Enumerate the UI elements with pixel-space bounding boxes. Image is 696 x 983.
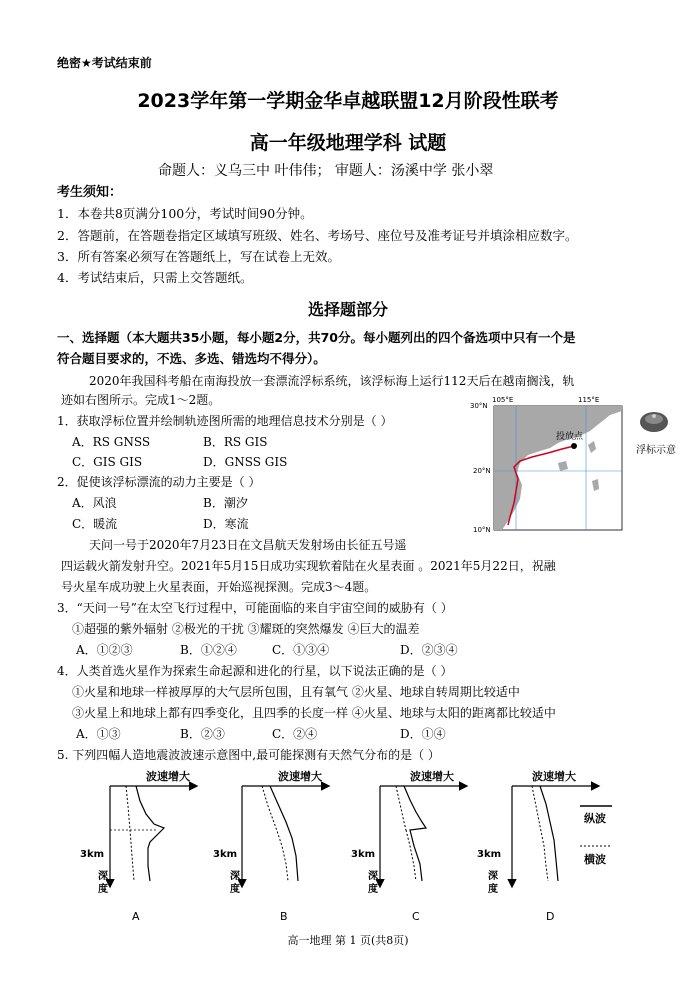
- q1-option-c: C．GIS GIS: [72, 455, 143, 469]
- q3-stem: 3．“天问一号”在太空飞行过程中，可能面临的来自宇宙空间的威胁有（ ）: [57, 601, 453, 615]
- panel-d: [477, 769, 598, 923]
- q1-stem: 1．获取浮标位置并绘制轨迹图所需的地理信息技术分别是（ ）: [57, 414, 393, 428]
- p-wave-curve: [540, 786, 558, 881]
- q1-option-d: D．GNSS GIS: [203, 455, 288, 469]
- q4-option-d: D．①④: [400, 727, 446, 741]
- depth-axis-label: 深: [488, 871, 498, 882]
- s-wave-curve: [126, 786, 134, 881]
- p-wave-curve: [136, 786, 164, 881]
- panel-label: B: [280, 910, 288, 923]
- legend-p-wave: 纵波: [584, 812, 606, 825]
- q3-option-b: B．①②④: [180, 643, 237, 657]
- panel-b: [213, 769, 328, 923]
- q3-options-line: ①超强的紫外辐射 ②极光的干扰 ③耀斑的突然爆发 ④巨大的温差: [72, 622, 420, 636]
- panel-a: [80, 769, 196, 923]
- q4-line: ①火星和地球一样被厚厚的大气层所包围，且有氧气 ②火星、地球自转周期比较适中: [72, 685, 520, 699]
- depth-axis-label: 深: [98, 871, 108, 882]
- notice-item: 2．答题前，在答题卷指定区域填写班级、姓名、考场号、座位号及准考证号并填涂相应数字。: [57, 228, 578, 243]
- buoy-track-map: [470, 393, 640, 535]
- q2-option-d: D．寒流: [203, 517, 249, 531]
- map-lat-label: 30°N: [470, 402, 488, 410]
- s-wave-curve: [396, 786, 416, 881]
- panel-label: C: [412, 910, 420, 923]
- notice-item: 4．考试结束后，只需上交答题纸。: [57, 270, 253, 285]
- q4-option-c: C．②④: [272, 727, 318, 741]
- q2-stem: 2．促使该浮标漂流的动力主要是（ ）: [57, 475, 261, 489]
- depth-value-label: 3km: [213, 849, 238, 860]
- depth-value-label: 3km: [80, 849, 105, 860]
- passage-1: 迹如右图所示。完成1～2题。: [61, 393, 221, 407]
- depth-value-label: 3km: [351, 849, 376, 860]
- buoy-caption: 浮标示意: [636, 445, 676, 456]
- seismic-wave-diagrams: [70, 766, 630, 926]
- depth-axis-label: 度: [488, 884, 498, 895]
- section-intro: 符合题目要求的，不选、多选、错选均不得分）。: [57, 351, 326, 366]
- exam-subtitle: 高一年级地理学科 试题: [249, 132, 447, 154]
- legend-s-wave: 横波: [584, 853, 606, 866]
- q4-option-b: B．②③: [180, 727, 225, 741]
- passage-2: 天问一号于2020年7月23日在文昌航天发射场由长征五号遥: [89, 538, 407, 552]
- p-wave-curve: [404, 786, 426, 881]
- depth-value-label: 3km: [477, 849, 502, 860]
- q3-option-a: A．①②③: [76, 643, 133, 657]
- page-footer: 高一地理 第 1 页(共8页): [287, 934, 409, 947]
- depth-axis-label: 度: [368, 884, 378, 895]
- speed-label: 波速增大: [410, 770, 454, 783]
- legend: [580, 806, 612, 866]
- q3-option-d: D．②③④: [400, 643, 458, 657]
- passage-2: 号火星车成功驶上火星表面，开始巡视探测。完成3～4题。: [61, 580, 377, 594]
- map-lat-label: 20°N: [473, 467, 491, 475]
- map-lat-label: 10°N: [473, 526, 491, 534]
- q2-option-a: A．风浪: [72, 496, 117, 510]
- panel-label: A: [132, 910, 140, 923]
- q4-option-a: A．①③: [76, 727, 121, 741]
- exam-title: 2023学年第一学期金华卓越联盟12月阶段性联考: [137, 90, 559, 112]
- map-lon-label: 115°E: [578, 396, 600, 404]
- depth-axis-label: 度: [230, 884, 240, 895]
- secret-label: 绝密★考试结束前: [57, 56, 152, 70]
- notice-heading: 考生须知：: [57, 185, 123, 200]
- p-wave-curve: [270, 786, 298, 881]
- speed-label: 波速增大: [146, 770, 190, 783]
- authors-line: 命题人：义乌三中 叶伟伟； 审题人：汤溪中学 张小翠: [158, 163, 494, 179]
- depth-axis-label: 深: [230, 871, 240, 882]
- map-lon-label: 105°E: [492, 396, 514, 404]
- passage-1: 2020年我国科考船在南海投放一套漂流浮标系统，该浮标海上运行112天后在越南搁浅，轨: [89, 374, 575, 388]
- s-wave-curve: [532, 786, 548, 881]
- notice-item: 1．本卷共8页满分100分，考试时间90分钟。: [57, 206, 313, 221]
- speed-label: 波速增大: [278, 770, 322, 783]
- q3-option-c: C．①③④: [272, 643, 330, 657]
- panel-label: D: [546, 910, 555, 923]
- notice-item: 3．所有答案必须写在答题纸上，写在试卷上无效。: [57, 249, 340, 264]
- q1-option-b: B．RS GIS: [203, 435, 268, 449]
- depth-axis-label: 深: [368, 871, 378, 882]
- section-title: 选择题部分: [307, 300, 388, 319]
- section-intro: 一、选择题（本大题共35小题，每小题2分，共70分。每小题列出的四个备选项中只有一个是: [57, 330, 576, 345]
- q4-line: ③火星上和地球上都有四季变化，且四季的长度一样 ④火星、地球与太阳的距离都比较适中: [72, 706, 556, 720]
- passage-2: 四运载火箭发射升空。2021年5月15日成功实现软着陆在火星表面 。2021年5月22日，祝融: [61, 559, 556, 573]
- panel-c: [351, 769, 466, 923]
- s-wave-curve: [262, 786, 288, 881]
- q5-stem: 5. 下列四幅人造地震波波速示意图中,最可能探测有天然气分布的是（ ）: [57, 748, 440, 762]
- map-drop-label: 投放点: [556, 432, 584, 442]
- depth-axis-label: 度: [98, 884, 108, 895]
- q2-option-c: C．暖流: [72, 517, 118, 531]
- drop-point-marker: [571, 443, 577, 449]
- speed-label: 波速增大: [532, 770, 576, 783]
- q1-option-a: A．RS GNSS: [72, 435, 151, 449]
- q4-stem: 4．人类首选火星作为探索生命起源和进化的行星，以下说法正确的是（ ）: [57, 664, 453, 678]
- q2-option-b: B．潮汐: [203, 496, 248, 510]
